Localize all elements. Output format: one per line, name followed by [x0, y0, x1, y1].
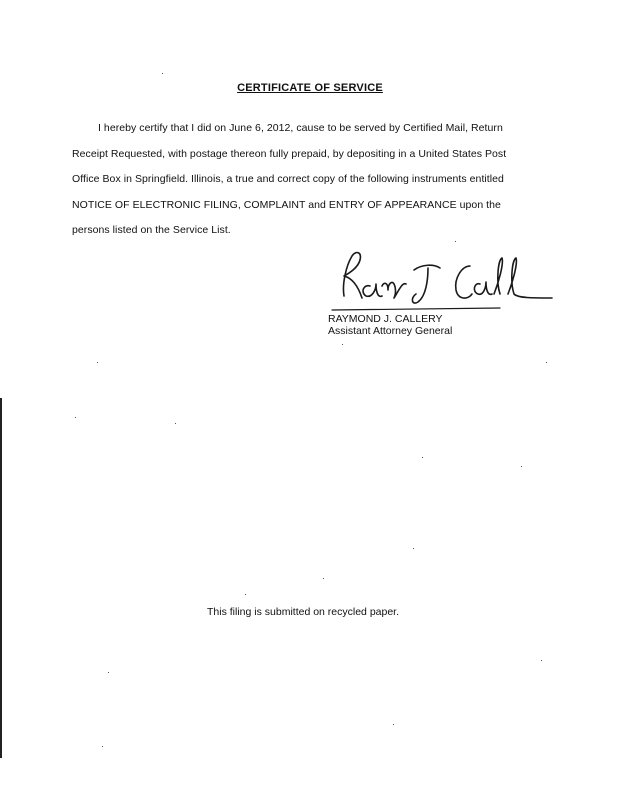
scan-speck — [97, 362, 98, 363]
signatory-title: Assistant Attorney General — [328, 325, 453, 337]
document-title: CERTIFICATE OF SERVICE — [237, 82, 383, 94]
scan-speck — [75, 417, 76, 418]
scan-speck — [323, 578, 324, 579]
scan-speck — [102, 746, 103, 747]
scan-speck — [108, 672, 109, 673]
scan-speck — [393, 724, 394, 725]
body-line-4: NOTICE OF ELECTRONIC FILING, COMPLAINT and ENTRY OF APPEARANCE upon the — [72, 199, 501, 211]
recycled-paper-note: This filing is submitted on recycled paper. — [207, 606, 400, 618]
scan-speck — [342, 344, 343, 345]
signatory-name: RAYMOND J. CALLERY — [328, 313, 443, 325]
scan-speck — [175, 423, 176, 424]
scan-speck — [162, 73, 163, 74]
scan-speck — [541, 660, 542, 661]
scan-speck — [422, 457, 423, 458]
scan-speck — [546, 362, 547, 363]
body-line-2: Receipt Requested, with postage thereon fully prepaid, by depositing in a United States Post — [72, 148, 507, 160]
scan-speck — [455, 241, 456, 242]
body-line-1: I hereby certify that I did on June 6, 2012, cause to be served by Certified Mail, Return — [98, 122, 503, 134]
scan-speck — [521, 466, 522, 467]
scan-edge-mark — [0, 398, 2, 758]
scan-speck — [413, 548, 414, 549]
scan-speck — [245, 594, 246, 595]
body-line-3: Office Box in Springfield. Illinois, a true and correct copy of the following instruments entitled — [72, 173, 504, 185]
handwritten-signature — [322, 244, 562, 316]
body-line-5: persons listed on the Service List. — [72, 224, 231, 236]
